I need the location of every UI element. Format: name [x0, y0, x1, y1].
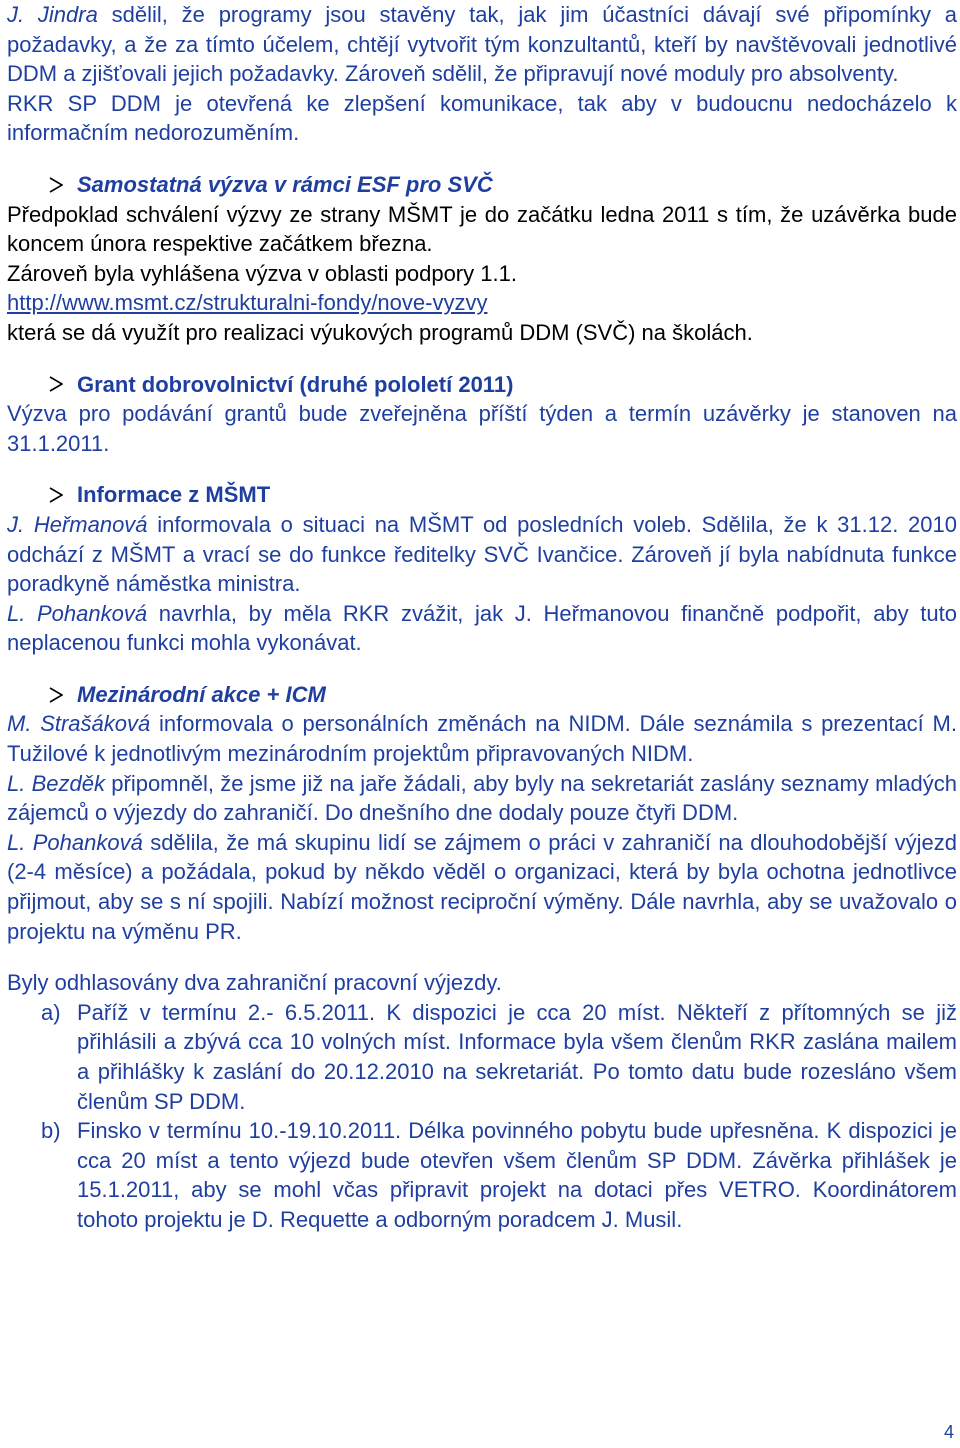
section-title: Samostatná výzva v rámci ESF pro SVČ	[77, 171, 493, 197]
document-body	[7, 0, 957, 1235]
arrow-bullet-icon	[49, 687, 77, 703]
paragraph-bezdek: L. Bezděk připomněl, že jsme již na jaře žádali, aby byly na sekretariát zaslány seznamy mladých zájemců o výjezdy do zahraničí. Do dnešního dne dodaly pouze čtyři DDM.	[7, 770, 957, 826]
paragraph-jindra	[7, 0, 957, 89]
page-number: 4	[943, 1422, 954, 1442]
section-title: Grant dobrovolnictví (druhé pololetí 2011)	[77, 371, 514, 397]
speaker-name: L. Pohanková	[7, 829, 143, 855]
paragraph-text: sdělil, že programy jsou stavěny tak, jak jim účastníci dávají své připomínky a požadavky, a že za tímto účelem, chtějí vytvořit tým konzultantů, kteří by navštěvovali jednotlivé DDM a zjišťovali jejich požadavky. Zároveň sdělil, že připravují nové moduly pro absolventy.	[7, 2, 957, 87]
paragraph-rkr: RKR SP DDM je otevřená ke zlepšení komunikace, tak aby v budoucnu nedocházelo k informačním nedorozuměním.	[7, 90, 957, 146]
speaker-name: L. Bezděk	[7, 770, 105, 796]
paragraph-grant: Výzva pro podávání grantů bude zveřejněna příští týden a termín uzávěrky je stanoven na 31.1.2011.	[7, 401, 957, 456]
arrow-bullet-icon	[49, 177, 77, 193]
section-title: Informace z MŠMT	[77, 482, 271, 508]
arrow-bullet-icon	[49, 487, 77, 503]
paragraph-pohankova-abroad: L. Pohanková sdělila, že má skupinu lidí se zájmem o práci v zahraničí na dlouhodobější výjezd (2-4 měsíce) a požádala, pokud by někdo věděl o organizaci, která by byla ochotna jednotlivce přijmout, aby se s ní spojili. Nabízí možnost reciproční výměny. Dále navrhla, aby se uvažovalo o projektu na výměnu PR.	[7, 829, 957, 944]
speaker-name: L. Pohanková	[7, 600, 148, 626]
section-heading-international	[7, 680, 957, 710]
paragraph-esf-schedule: Předpoklad schválení výzvy ze strany MŠMT je do začátku ledna 2011 s tím, že uzávěrka bude koncem února respektive začátkem března.	[7, 201, 957, 257]
section-heading-grant	[7, 370, 957, 400]
trip-list	[7, 998, 957, 1235]
arrow-bullet-icon	[49, 376, 77, 392]
paragraph-pohankova: L. Pohanková navrhla, by měla RKR zvážit, jak J. Heřmanovou finančně podpořit, aby tuto neplacenou funkci mohla vykonávat.	[7, 600, 958, 656]
paragraph-strasakova: M. Strašáková informovala o personálních změnách na NIDM. Dále seznámila s prezentací M. Tužilové k jednotlivým mezinárodním projektům připravovaných NIDM.	[7, 711, 957, 767]
section-heading-esf	[7, 170, 957, 200]
speaker-name: M. Strašáková	[7, 711, 151, 737]
list-item: b) Finsko v termínu 10.-19.10.2011. Délka povinného pobytu bude upřesněna. K dispozici je cca 20 míst a tento výjezd bude otevřen všem členům SP DDM. Závěrka přihlášek je 15.1.2011, aby se mohl včas připravit projekt na dotaci přes VETRO. Koordinátorem tohoto projektu je D. Requette a odborným poradcem J. Musil.	[41, 1118, 957, 1232]
msmt-link[interactable]: http://www.msmt.cz/strukturalni-fondy/nove-vyzvy	[7, 290, 488, 316]
speaker-name: J. Heřmanová	[7, 511, 148, 537]
section-heading-msmt	[7, 480, 957, 510]
paragraph-esf-use: která se dá využít pro realizaci výukových programů DDM (SVČ) na školách.	[7, 319, 753, 345]
paragraph-hermanova: J. Heřmanová informovala o situaci na MŠMT od posledních voleb. Sdělila, že k 31.12. 2010 odchází z MŠMT a vrací se do funkce ředitelky SVČ Ivančice. Zároveň jí byla nabídnuta funkce poradkyně náměstka ministra.	[7, 511, 957, 597]
section-title: Mezinárodní akce + ICM	[77, 681, 326, 707]
speaker-name: J. Jindra	[7, 2, 98, 27]
list-item: a) Paříž v termínu 2.- 6.5.2011. K dispozici je cca 20 míst. Někteří z přítomných se již přihlásili a zbývá cca 10 volných míst. Informace byla všem členům RKR zaslána mailem a přihlášky k zaslání do 20.12.2010 na sekretariát. Po tomto datu bude rozesláno všem členům SP DDM.	[41, 999, 957, 1114]
paragraph-voting-intro: Byly odhlasovány dva zahraniční pracovní výjezdy.	[7, 970, 502, 996]
paragraph-esf-call: Zároveň byla vyhlášena výzva v oblasti podpory 1.1.	[7, 260, 517, 286]
